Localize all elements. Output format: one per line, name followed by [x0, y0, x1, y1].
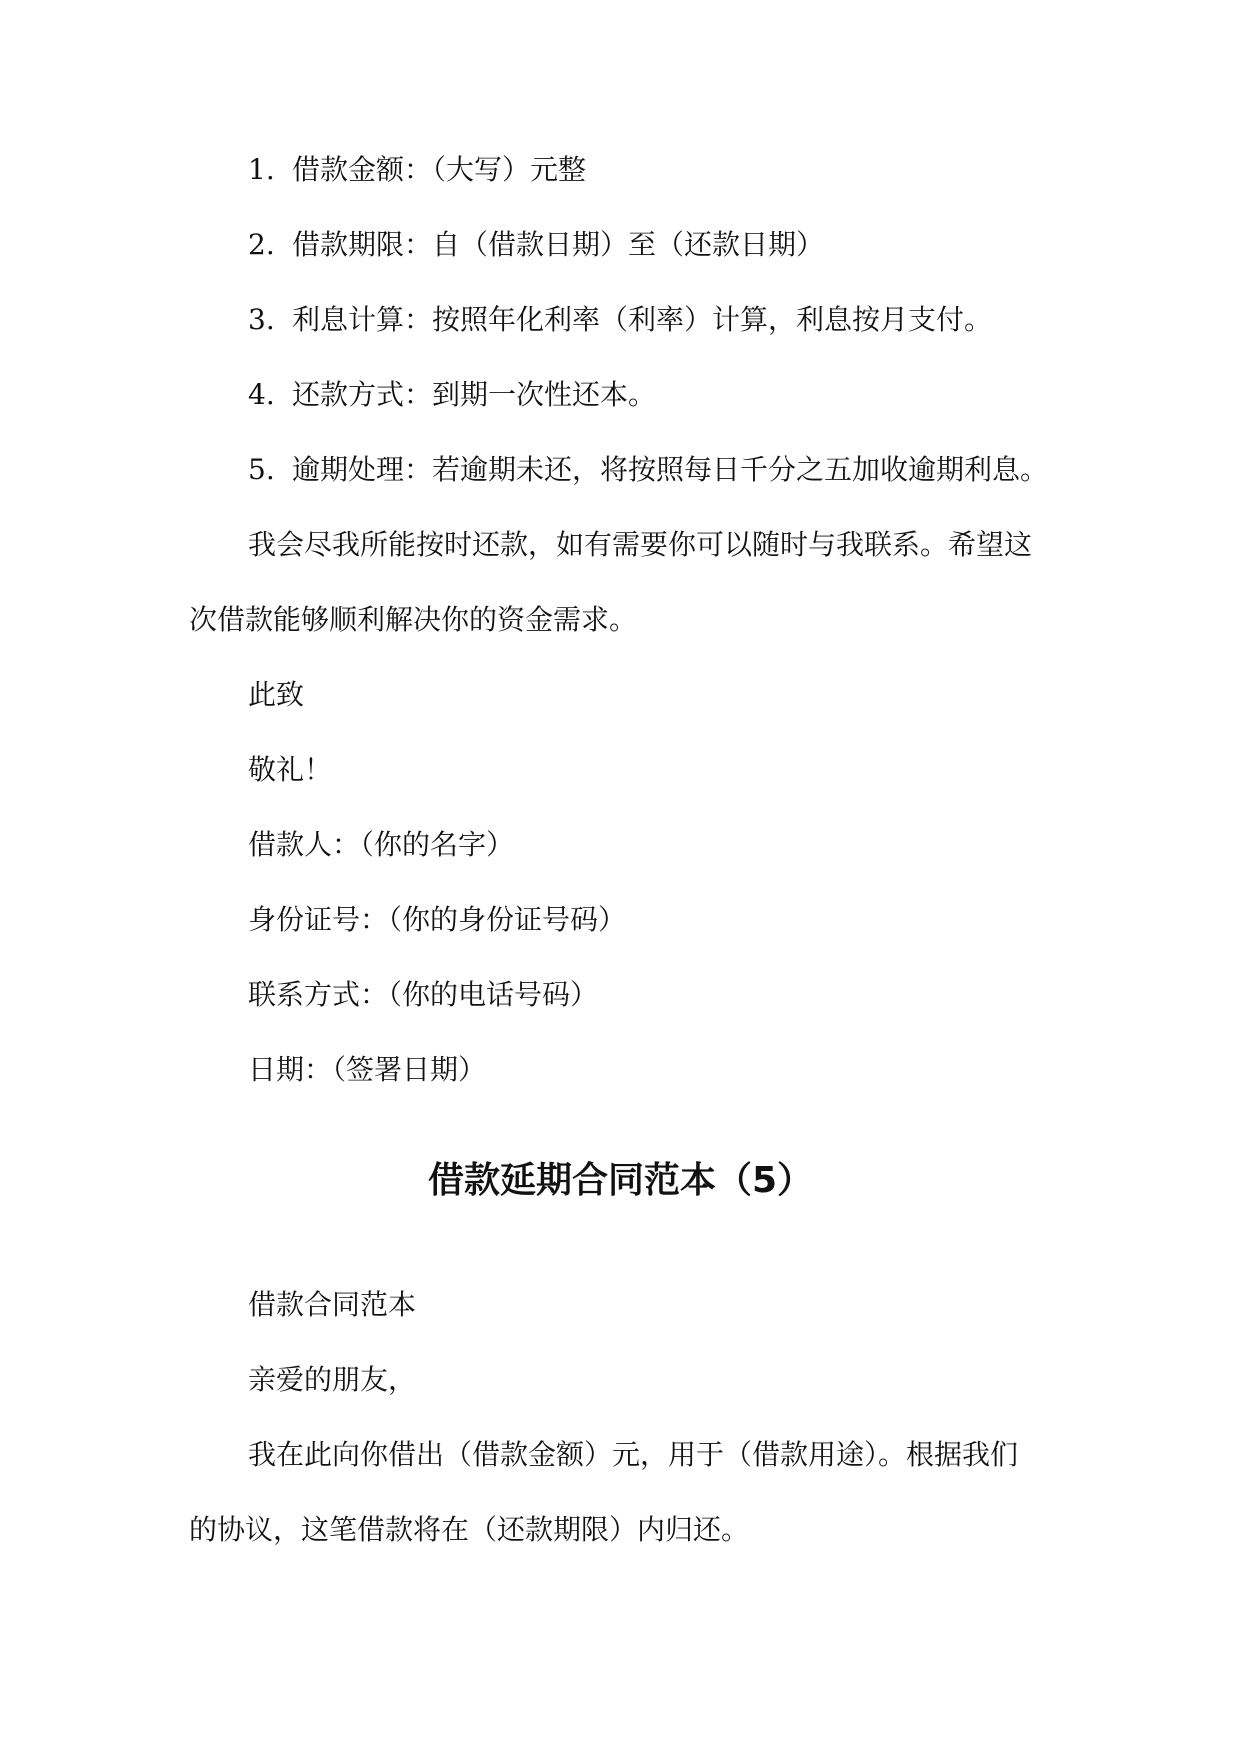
list-text: 借款金额：（大写）元整 [292, 153, 587, 186]
greeting: 亲爱的朋友， [248, 1363, 417, 1396]
list-text: 逾期处理：若逾期未还，将按照每日千分之五加收逾期利息。 [292, 453, 1049, 486]
list-number: 5. [248, 453, 275, 486]
id-number: 身份证号：（你的身份证号码） [248, 903, 627, 936]
closing-paragraph-line-1: 我会尽我所能按时还款，如有需要你可以随时与我联系。希望这 [248, 528, 1033, 561]
list-item-1 [248, 150, 586, 190]
section-paragraph-line-2: 的协议，这笔借款将在（还款期限）内归还。 [189, 1513, 750, 1546]
list-item-2 [248, 225, 824, 265]
section-subtitle: 借款合同范本 [248, 1288, 417, 1321]
list-item-3 [248, 300, 992, 340]
list-number: 2. [248, 228, 275, 261]
list-number: 3. [248, 303, 275, 336]
contact-info: 联系方式：（你的电话号码） [248, 978, 599, 1011]
salutation: 此致 [248, 678, 305, 711]
list-text: 利息计算：按照年化利率（利率）计算，利息按月支付。 [292, 303, 993, 336]
list-text: 还款方式：到期一次性还本。 [292, 378, 657, 411]
list-text: 借款期限：自（借款日期）至（还款日期） [292, 228, 825, 261]
section-paragraph-line-1: 我在此向你借出（借款金额）元，用于（借款用途）。根据我们 [248, 1438, 1019, 1471]
list-item-5 [248, 450, 1048, 490]
list-number: 1. [248, 153, 275, 186]
closing-paragraph-line-2: 次借款能够顺利解决你的资金需求。 [189, 603, 638, 636]
regards: 敬礼！ [248, 753, 333, 786]
section-title: 借款延期合同范本（5） [427, 1160, 814, 1201]
borrower-name: 借款人：（你的名字） [248, 828, 515, 861]
list-number: 4. [248, 378, 275, 411]
list-item-4 [248, 375, 656, 415]
sign-date: 日期：（签署日期） [248, 1053, 487, 1086]
